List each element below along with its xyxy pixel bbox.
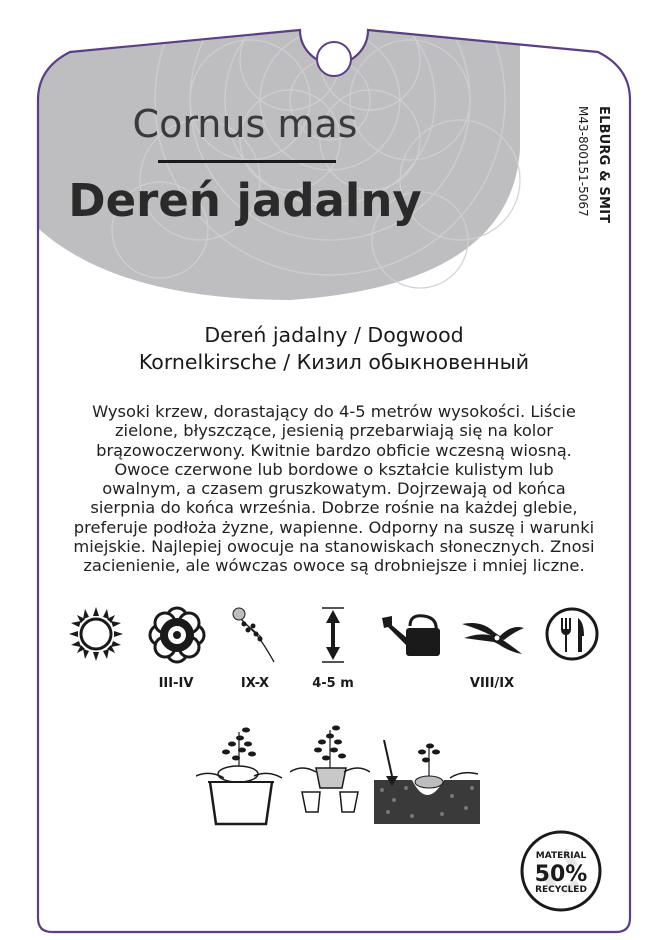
fruit-branch-icon (228, 604, 278, 666)
description-line: Wysoki krzew, dorastający do 4-5 metrów wysokości. Liście (92, 402, 576, 421)
title-divider (158, 160, 336, 163)
plant-names (60, 322, 608, 376)
flower-icon (148, 606, 206, 664)
hang-hole (317, 42, 351, 76)
flowering-caption: III-IV (158, 676, 194, 691)
common-name: Dereń jadalny (68, 174, 422, 227)
badge-bottom-text: RECYCLED (535, 885, 587, 895)
height-caption: 4-5 m (312, 676, 354, 691)
description-line: zielone, błyszczące, jesienią przebarwiają się na kolor (115, 421, 553, 441)
remove-pot-step-icon (196, 716, 282, 826)
badge-top-text: MATERIAL (535, 851, 587, 861)
plant-in-ground-step-icon (372, 740, 482, 826)
badge-percent-text: 50% (534, 862, 588, 887)
height-arrow-icon (318, 606, 348, 664)
names-line-2: Kornelkirsche / Кизил обыкновенный (138, 350, 530, 374)
pruning-caption: VIII/IX (469, 676, 515, 691)
recycled-material-badge (520, 830, 602, 912)
description-line: sierpnia do końca września. Dobrze rośnie na każdej glebie, (90, 498, 578, 518)
vertical-text (566, 106, 626, 246)
description-line: zacienienie, ale wówczas owoce są drobniejsze i mniej liczne. (83, 556, 585, 576)
description-line: brązowoczerwony. Kwitnie bardzo obficie wczesną wiosną. (96, 440, 572, 460)
pruning-shears-icon (460, 614, 526, 656)
description-line: miejskie. Najlepiej owocuje na stanowiskach słonecznych. Znosi (73, 537, 595, 557)
brand-name: ELBURG & SMIT (596, 106, 611, 224)
description-line: Owoce czerwone lub bordowe o kształcie kulistym lub (114, 459, 554, 479)
fruiting-caption: IX-X (240, 676, 270, 691)
description-line: owalnym, a czasem gruszkowatym. Dojrzewają od końca (102, 479, 566, 499)
latin-name: Cornus mas (132, 102, 358, 146)
watering-can-icon (380, 612, 446, 658)
description-line: preferuje podłoża żyzne, wapienne. Odporny na suszę i warunki (73, 517, 595, 537)
product-code: M43-800151-5067 (576, 106, 590, 217)
soak-rootball-step-icon (290, 716, 370, 816)
names-line-1: Dereń jadalny / Dogwood (204, 323, 464, 347)
edible-fork-knife-icon (544, 606, 600, 662)
sun-icon (68, 606, 124, 662)
description (60, 402, 608, 576)
